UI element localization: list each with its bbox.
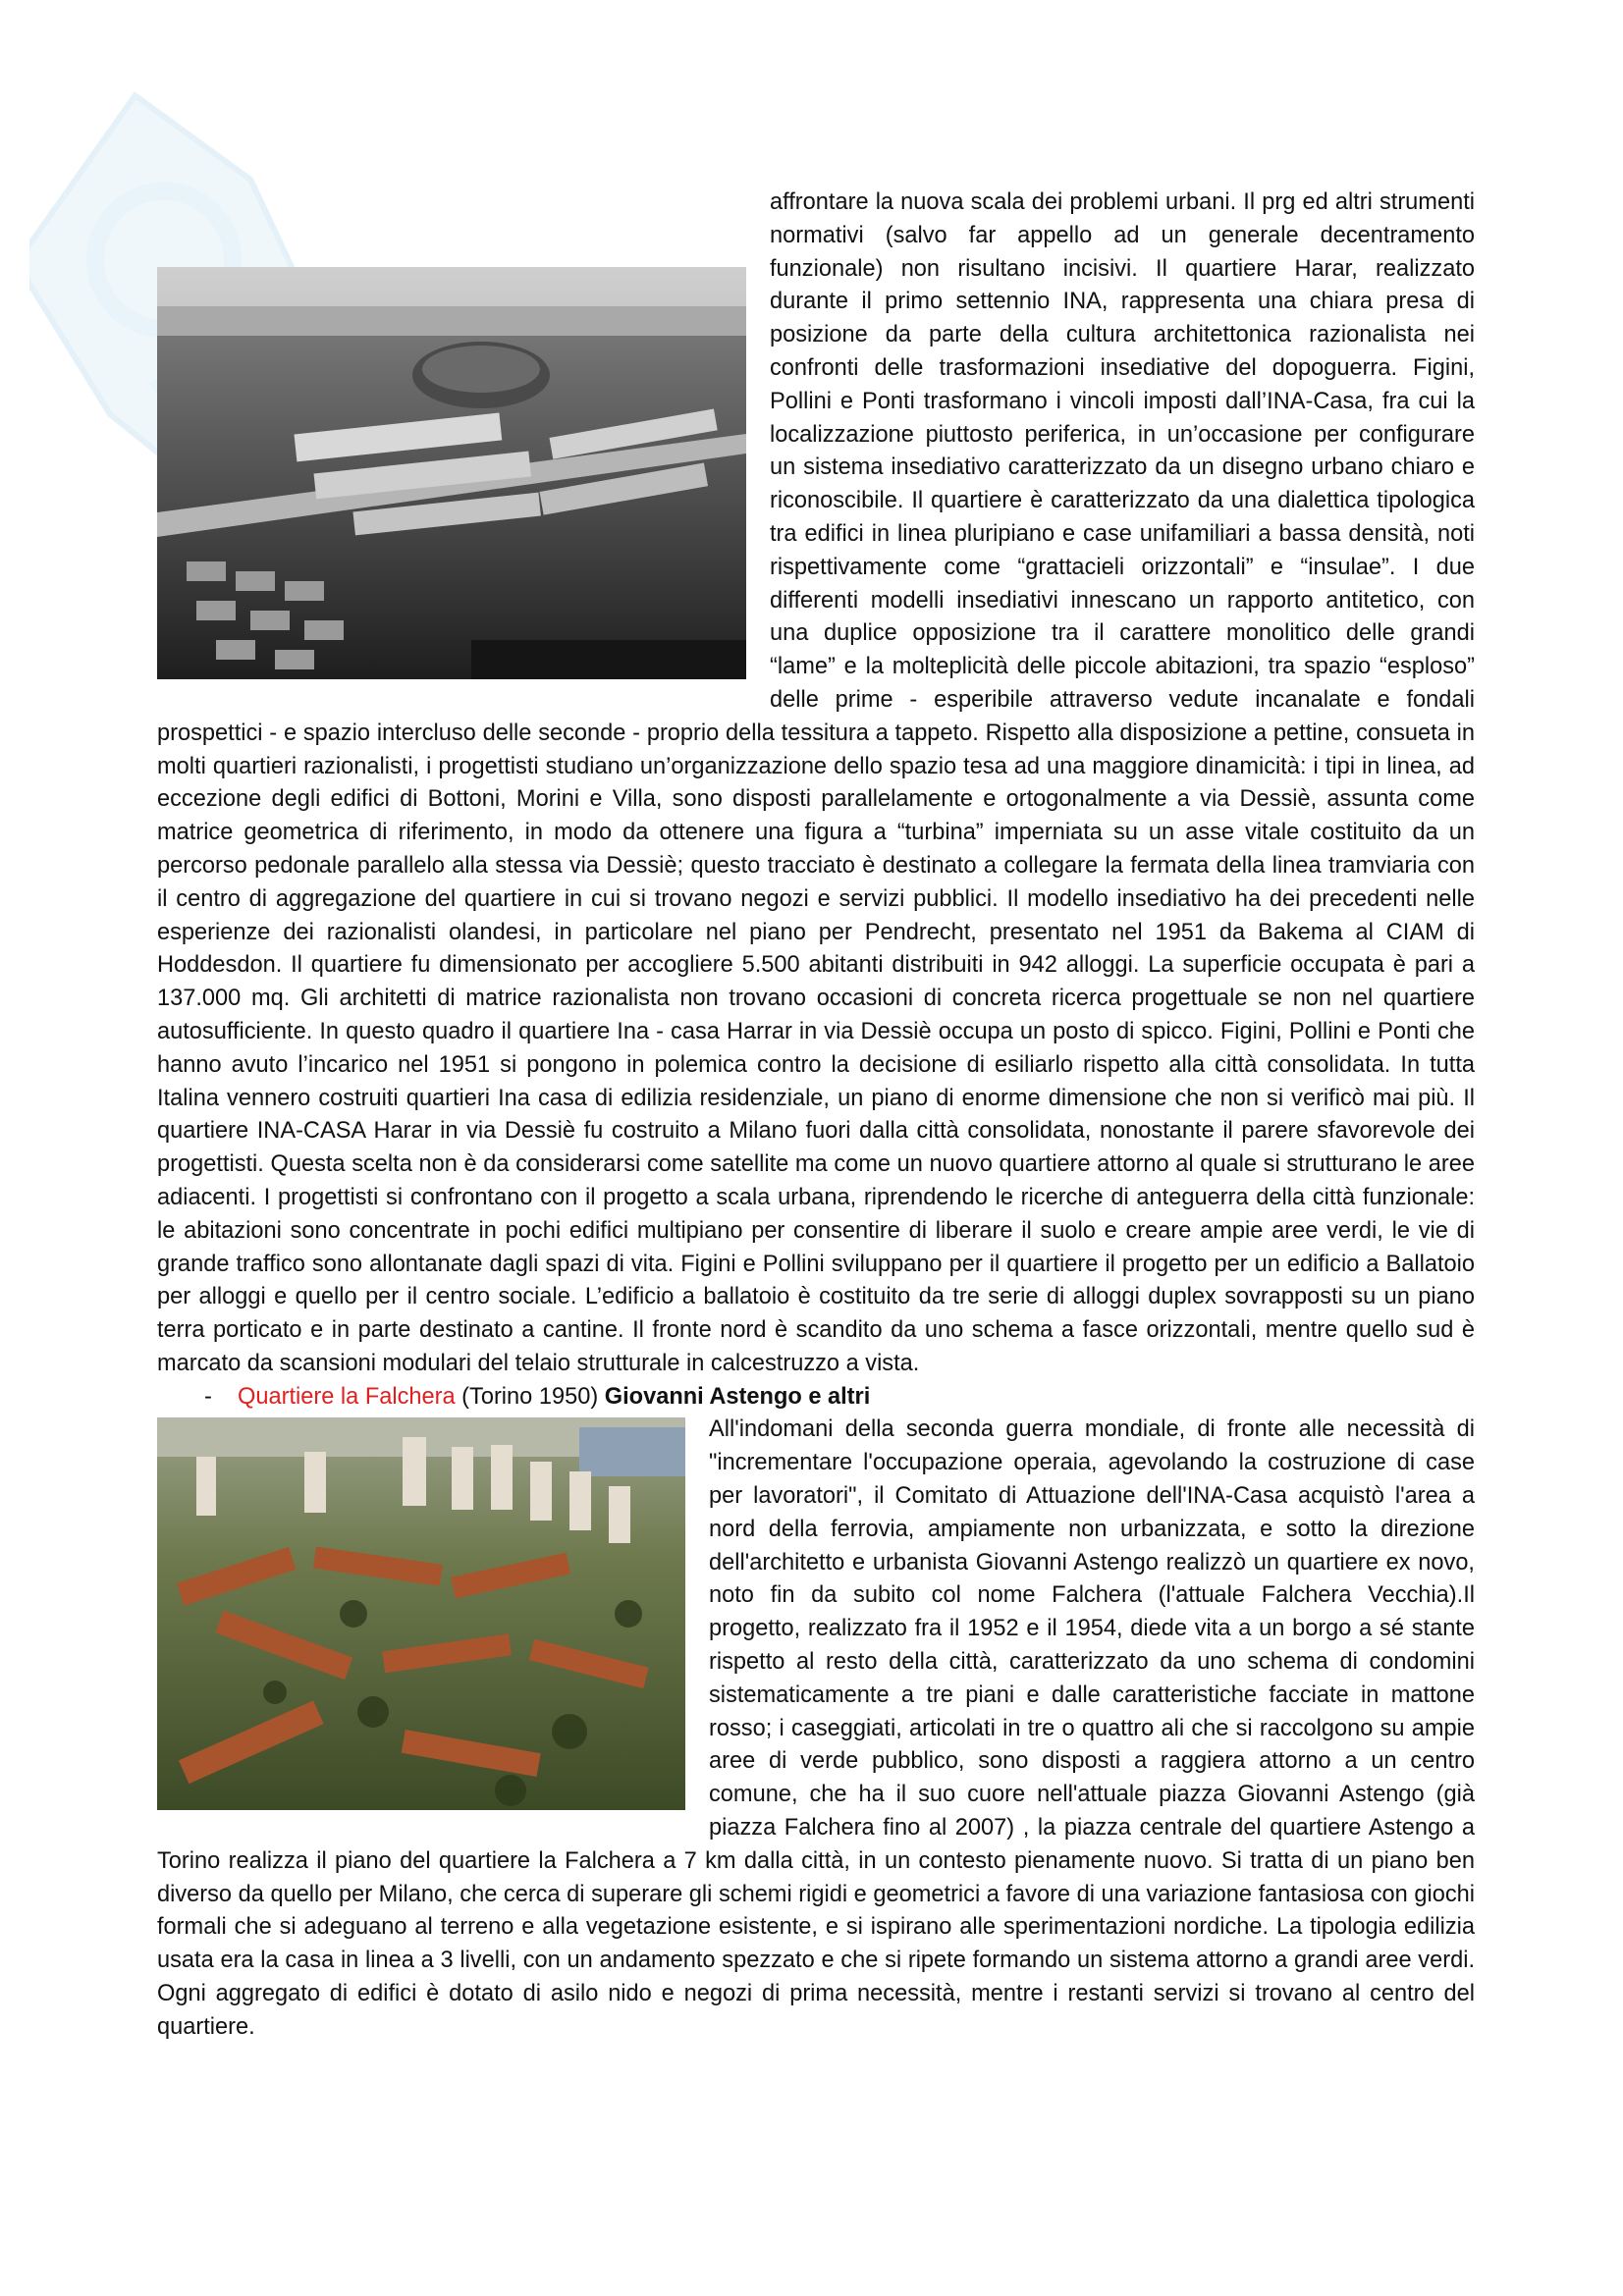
bullet-dash: -: [204, 1383, 212, 1410]
document-page: [157, 187, 1475, 2045]
heading-authors: Giovanni Astengo e altri: [604, 1383, 871, 1410]
section-heading-falchera: [157, 1381, 1475, 1415]
heading-place-year: (Torino 1950): [455, 1383, 605, 1410]
heading-title-falchera: Quartiere la Falchera: [238, 1383, 456, 1410]
harar-aerial-photo: [157, 267, 746, 679]
paragraph-harar: affrontare la nuova scala dei problemi urbani. Il prg ed altri strumenti normativi (salvo far appello ad un generale decentramento funzionale) non risultano incisivi. Il quartiere Harar, realizzato durante il primo settennio INA, rappresenta una chiara presa di posizione da parte della cultura architettonica razionalista nei confronti delle trasformazioni insediative del dopoguerra. Figini, Pollini e Ponti trasformano i vincoli imposti dall’INA-Casa, fra cui la localizzazione piuttosto periferica, in un’occasione per configurare un sistema insediativo caratterizzato da un disegno urbano chiaro e riconoscibile. Il quartiere è caratterizzato da una dialettica tipologica tra edifici in linea pluripiano e case unifamiliari a bassa densità, noti rispettivamente come “grattacieli orizzontali” e “insulae”. I due differenti modelli insediativi innescano un rapporto antitetico, con una duplice opposizione tra il carattere monolitico delle grandi “lame” e la molteplicità delle piccole abitazioni, tra spazio “esploso” delle prime - esperibile attraverso vedute incanalate e fondali prospettici - e spazio intercluso delle seconde - proprio della tessitura a tappeto. Rispetto alla disposizione a pettine, consueta in molti quartieri razionalisti, i progettisti studiano un’organizzazione dello spazio tesa ad una maggiore dinamicità: i tipi in linea, ad eccezione degli edifici di Bottoni, Morini e Villa, sono disposti parallelamente e ortogonalmente a via Dessiè, assunta come matrice geometrica di riferimento, in modo da ottenere una figura a “turbina” imperniata su un asse vitale costituito da un percorso pedonale parallelo alla stessa via Dessiè; questo tracciato è destinato a collegare la fermata della linea tramviaria con il centro di aggregazione del quartiere in cui si trovano negozi e servizi pubblici. Il modello insediativo ha dei precedenti nelle esperienze dei razionalisti olandesi, in particolare nel piano per Pendrecht, presentato nel 1951 da Bakema al CIAM di Hoddesdon. Il quartiere fu dimensionato per accogliere 5.500 abitanti distribuiti in 942 alloggi. La superficie occupata è pari a 137.000 mq. Gli architetti di matrice razionalista non trovano occasioni di concreta ricerca progettuale se non nel quartiere autosufficiente. In questo quadro il quartiere Ina - casa Harrar in via Dessiè occupa un posto di spicco. Figini, Pollini e Ponti che hanno avuto l’incarico nel 1951 si pongono in polemica contro la decisione di esiliarlo rispetto alla città consolidata. In tutta Italina vennero costruiti quartieri Ina casa di edilizia residenziale, un piano di enorme dimensione che non si verificò mai più. Il quartiere INA-CASA Harar in via Dessiè fu costruito a Milano fuori dalla città consolidata, nonostante il parere sfavorevole dei progettisti. Questa scelta non è da considerarsi come satellite ma come un nuovo quartiere attorno al quale si strutturano le aree adiacenti. I progettisti si confrontano con il progetto a scala urbana, riprendendo le ricerche di anteguerra della città funzionale: le abitazioni sono concentrate in pochi edifici multipiano per consentire di liberare il suolo e creare ampie aree verdi, le vie di grande traffico sono allontanate dagli spazi di vita. Figini e Pollini sviluppano per il quartiere il progetto per un edificio a Ballatoio per alloggi e quello per il centro sociale. L’edificio a ballatoio è costituito da tre serie di alloggi duplex sovrapposti su un piano terra porticato e in parte destinato a cantine. Il fronte nord è scandito da uno schema a fasce orizzontali, mentre quello sud è marcato da scansioni modulari del telaio strutturale in calcestruzzo a vista.: [157, 189, 1475, 1376]
paragraph-falchera: All'indomani della seconda guerra mondiale, di fronte alle necessità di "incrementare l'occupazione operaia, agevolando la costruzione di case per lavoratori", il Comitato di Attuazione dell'INA-Casa acquistò l'area a nord della ferrovia, ampiamente non urbanizzata, e sotto la direzione dell'architetto e urbanista Giovanni Astengo realizzò un quartiere ex novo, noto fin da subito col nome Falchera (l'attuale Falchera Vecchia).Il progetto, realizzato fra il 1952 e il 1954, diede vita a un borgo a sé stante rispetto al resto della città, caratterizzato da uno schema di condomini sistematicamente a tre piani e dalle caratteristiche facciate in mattone rosso; i caseggiati, articolati in tre o quattro ali che si raccolgono su ampie aree di verde pubblico, sono disposti a raggiera attorno a un centro comune, che ha il suo cuore nell'attuale piazza Giovanni Astengo (già piazza Falchera fino al 2007) , la piazza centrale del quartiere Astengo a Torino realizza il piano del quartiere la Falchera a 7 km dalla città, in un contesto pienamente nuovo. Si tratta di un piano ben diverso da quello per Milano, che cerca di superare gli schemi rigidi e geometrici a favore di una variazione fantasiosa con giochi formali che si adeguano al terreno e alla vegetazione esistente, e si ispirano alle sperimentazioni nordiche. La tipologia edilizia usata era la casa in linea a 3 livelli, con un andamento spezzato e che si ripete formando un sistema attorno a grandi aree verdi. Ogni aggregato di edifici è dotato di asilo nido e negozi di prima necessità, mentre i restanti servizi si trovano al centro del quartiere.: [157, 1416, 1475, 2040]
falchera-aerial-photo: [157, 1417, 685, 1810]
